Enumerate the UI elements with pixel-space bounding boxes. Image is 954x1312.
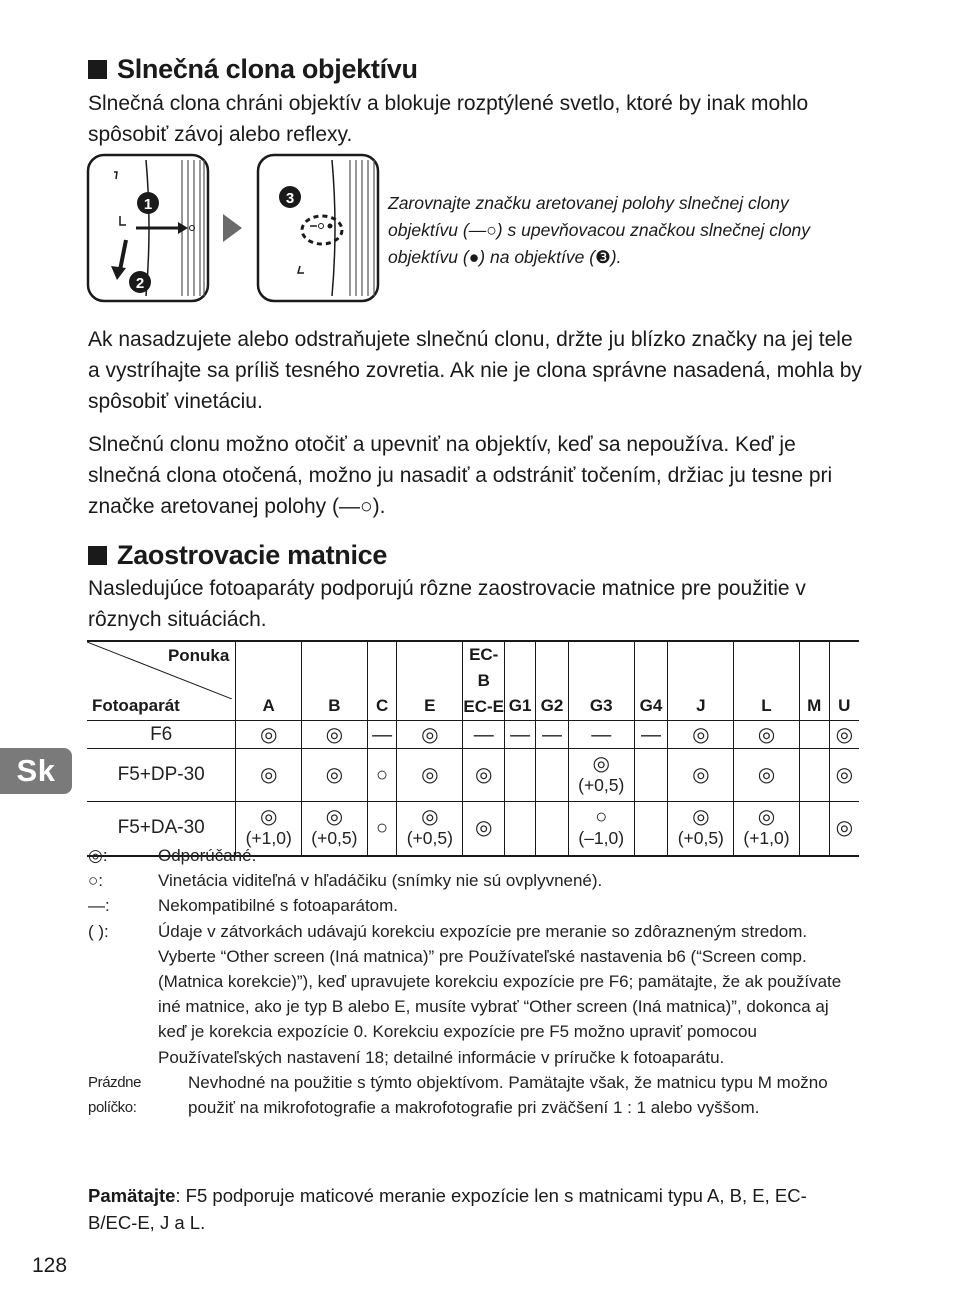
compat-symbol: — — [591, 723, 612, 746]
compat-symbol: ◎ — [325, 723, 344, 746]
compat-symbol: ○ — [376, 817, 389, 840]
table-column-header — [799, 641, 829, 721]
compat-symbol: ◎ — [259, 806, 278, 829]
exposure-compensation: (+1,0) — [743, 828, 790, 849]
illustration-caption: Zarovnajte značku aretovanej polohy slnečnej clony objektívu (—○) s upevňovacou značkou slnečnej clony objektívu (●) na objektíve (❸). — [388, 193, 811, 267]
compat-symbol: ◎ — [692, 806, 710, 829]
table-column-header — [397, 641, 463, 721]
legend-text: Údaje v zátvorkách udávajú korekciu expozície pre meranie so zdôrazneným stredom. Vyberte “Other screen (Iná matnica)” pre Používateľské nastavenia b6 (“Screen comp. (Matnica korekcie)”), keď upravujete korekciu expozície pre F6; pamätajte, že ak používate iné matnice, ako je typ B alebo E, musíte vybrať “Other screen (Iná matnica)”, dokonca aj keď je korekcia expozície 0. Korekciu expozície pre F5 možno upraviť pomocou Používateľských nastavení 18; detailné informácie v príručke k fotoaparátu. — [158, 921, 842, 1067]
table-column-header — [536, 641, 569, 721]
legend-key: —: — [88, 896, 110, 916]
header-menu-label: Ponuka — [167, 646, 230, 665]
compat-symbol: ◎ — [421, 806, 439, 829]
table-cell — [536, 721, 569, 749]
compat-symbol: ◎ — [757, 806, 776, 829]
table-column-header — [734, 641, 800, 721]
compat-symbol: ◎ — [835, 764, 854, 786]
compat-symbol: ◎ — [757, 764, 776, 786]
camera-cell: F6 — [87, 721, 236, 749]
table-cell — [463, 721, 505, 749]
exposure-compensation: (+0,5) — [406, 828, 453, 849]
legend-text: Nekompatibilné s fotoaparátom. — [158, 896, 399, 916]
table-cell — [799, 749, 829, 802]
compat-symbol: ◎ — [474, 817, 493, 840]
table-cell — [634, 721, 668, 749]
legend-key: ( ): — [88, 921, 109, 941]
compat-symbol: ◎ — [692, 723, 710, 746]
legend-text: Nevhodné na použitie s týmto objektívom. Pamätajte však, že matnicu typu M možno použiť na mikrofotografie a makrofotografie pri zväčšení 1 : 1 alebo vyššom. — [188, 1072, 828, 1118]
lens-hood-paragraph-2: Slnečnú clonu možno otočiť a upevniť na objektív, keď sa nepoužíva. Keď je slnečná clona otočená, možno ju nasadiť a odstrániť točením, držiac ju tesne pri značke aretovanej polohy (—○). — [88, 433, 833, 518]
lens-hood-intro: Slnečná clona chráni objektív a blokuje rozptýlené svetlo, ktoré by inak mohlo spôsobiť závoj alebo reflexy. — [88, 92, 809, 146]
column-label: E — [424, 696, 436, 715]
svg-text:2: 2 — [135, 275, 145, 292]
table-column-header — [568, 641, 634, 721]
table-column-header — [463, 641, 505, 721]
compat-symbol: ◎ — [259, 764, 278, 786]
table-cell — [397, 721, 463, 749]
legend-key: Prázdne políčko: — [88, 1073, 142, 1117]
note-label: Pamätajte — [88, 1185, 176, 1206]
focusing-screens-intro: Nasledujúce fotoaparáty podporujú rôzne zaostrovacie matnice pre použitie v rôznych situáciách. — [88, 577, 806, 631]
table-cell — [236, 749, 302, 802]
legend-key: ◎: — [88, 846, 108, 865]
table-column-header — [668, 641, 734, 721]
compat-symbol: ◎ — [259, 723, 278, 746]
table-cell — [367, 721, 397, 749]
exposure-compensation: (+0,5) — [578, 775, 625, 795]
compat-symbol: ◎ — [421, 723, 439, 746]
table-row — [87, 749, 859, 802]
compat-symbol: ◎ — [835, 723, 854, 746]
table-row — [87, 721, 859, 749]
section-title-lens-hood — [88, 54, 418, 85]
focusing-screen-table — [87, 640, 859, 857]
exposure-compensation: (–1,0) — [578, 828, 625, 849]
compat-symbol: ◎ — [325, 764, 344, 786]
compat-symbol: ◎ — [325, 806, 344, 829]
note-text: : F5 podporuje maticové meranie expozície len s matnicami typu A, B, E, EC-B/EC-E, J a L. — [88, 1185, 807, 1233]
compat-symbol: — — [641, 723, 662, 746]
header-camera-label: Fotoaparát — [92, 696, 180, 715]
table-cell — [505, 749, 536, 802]
camera-cell: F5+DP-30 — [87, 749, 236, 802]
legend-text: Odporúčané. — [158, 846, 257, 865]
table-column-header — [302, 641, 368, 721]
lens-hood-paragraph-1: Ak nasadzujete alebo odstraňujete slnečnú clonu, držte ju blízko značky na jej tele a vystríhajte sa príliš tesného zovretia. Ak nie je clona správne nasadená, mohla by spôsobiť vinetáciu. — [88, 328, 862, 413]
table-column-header — [236, 641, 302, 721]
exposure-compensation: (+1,0) — [245, 828, 292, 849]
compat-symbol: ◎ — [692, 764, 710, 786]
legend-key: ○: — [88, 871, 103, 891]
compat-symbol: ◎ — [757, 723, 776, 746]
legend-item — [88, 919, 860, 1070]
table-cell — [668, 749, 734, 802]
table-cell — [568, 721, 634, 749]
language-tab: Sk — [0, 748, 72, 794]
column-label: J — [696, 696, 706, 715]
column-label: L — [761, 696, 772, 715]
section-title-focusing-screens — [88, 540, 387, 571]
table-cell — [367, 749, 397, 802]
page-number: 128 — [32, 1254, 68, 1277]
column-label: G1 — [508, 696, 532, 715]
table-cell — [568, 749, 634, 802]
camera-cell: F5+DA-30 — [87, 802, 236, 856]
table-cell — [829, 721, 859, 749]
compat-symbol: — — [473, 723, 494, 746]
table-cell — [302, 749, 368, 802]
table-column-header — [634, 641, 668, 721]
compat-symbol: — — [541, 723, 562, 746]
column-label: C — [375, 696, 389, 715]
table-cell — [463, 749, 505, 802]
table-cell — [668, 721, 734, 749]
table-column-header — [829, 641, 859, 721]
compat-symbol: — — [372, 723, 393, 746]
table-column-header — [505, 641, 536, 721]
compat-symbol: ○ — [595, 806, 608, 829]
legend-item — [88, 868, 860, 893]
note — [88, 1182, 848, 1236]
column-label: M — [807, 696, 822, 715]
table-legend — [88, 843, 860, 1120]
legend-item — [88, 893, 860, 918]
column-label: EC-B — [469, 645, 499, 690]
compat-symbol: ◎ — [592, 753, 610, 775]
table-cell — [829, 749, 859, 802]
exposure-compensation: (+0,5) — [311, 828, 358, 849]
svg-text:1: 1 — [143, 196, 153, 213]
exposure-compensation: (+0,5) — [677, 828, 724, 849]
legend-text: Vinetácia viditeľná v hľadáčiku (snímky nie sú ovplyvnené). — [158, 871, 603, 891]
legend-item — [88, 843, 860, 868]
compat-symbol: ◎ — [835, 817, 854, 840]
table-cell — [734, 749, 800, 802]
column-label-secondary: EC-E — [463, 697, 505, 716]
table-cell — [236, 721, 302, 749]
table-cell — [397, 749, 463, 802]
table-corner-header — [87, 641, 236, 721]
table-header-row — [87, 641, 859, 721]
table-column-header — [367, 641, 397, 721]
column-label: G4 — [639, 696, 663, 715]
section-bullet-icon — [88, 60, 107, 79]
table-cell — [799, 721, 829, 749]
compat-symbol: ◎ — [421, 764, 439, 786]
column-label: U — [838, 696, 851, 715]
svg-text:3: 3 — [285, 190, 295, 207]
column-label: B — [328, 696, 341, 715]
table-cell — [536, 749, 569, 802]
table-cell — [634, 749, 668, 802]
compat-symbol: ○ — [376, 764, 389, 786]
table-cell — [505, 721, 536, 749]
section-bullet-icon — [88, 546, 107, 565]
compat-symbol: — — [510, 723, 531, 746]
table-cell — [734, 721, 800, 749]
section-title-text: Zaostrovacie matnice — [117, 540, 388, 570]
table-cell — [302, 721, 368, 749]
legend-item — [88, 1070, 860, 1120]
column-label: A — [262, 696, 275, 715]
column-label: G2 — [540, 696, 564, 715]
compat-symbol: ◎ — [474, 764, 493, 786]
lens-hood-illustration — [86, 152, 382, 304]
column-label: G3 — [589, 696, 613, 715]
section-title-text: Slnečná clona objektívu — [117, 54, 418, 84]
